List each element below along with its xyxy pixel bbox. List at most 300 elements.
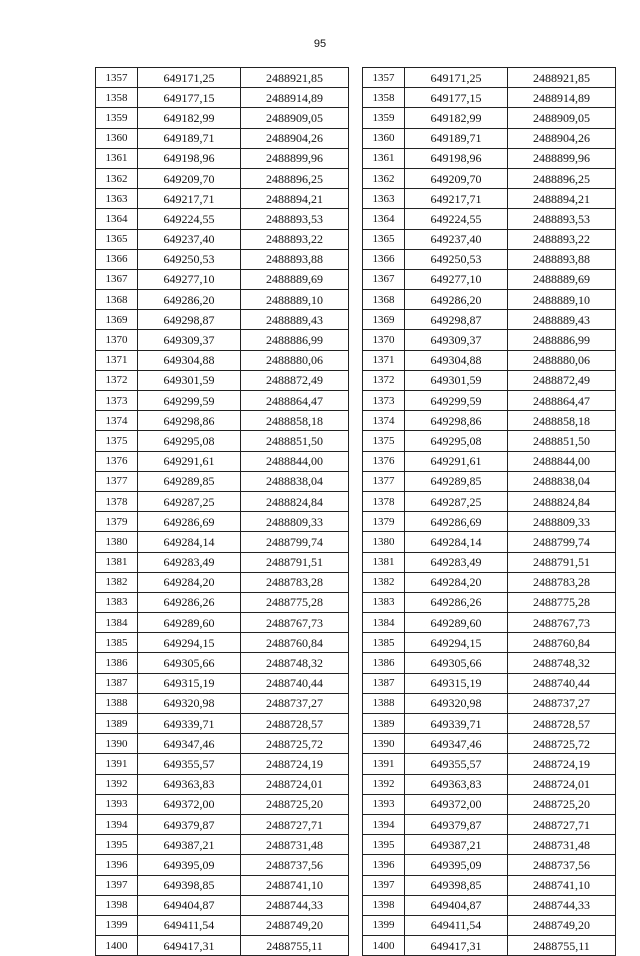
- table-row: [363, 391, 616, 411]
- y-coordinate-cell: 2488731,48: [508, 835, 616, 855]
- y-coordinate-cell: 2488844,00: [508, 451, 616, 471]
- x-coordinate-cell: 649209,70: [138, 168, 241, 188]
- table-row: [96, 714, 349, 734]
- x-coordinate-cell: 649189,71: [405, 128, 508, 148]
- x-coordinate-cell: 649237,40: [138, 229, 241, 249]
- point-id-cell: 1391: [363, 754, 405, 774]
- x-coordinate-cell: 649286,20: [138, 290, 241, 310]
- point-id-cell: 1371: [363, 350, 405, 370]
- table-row: [363, 754, 616, 774]
- table-row: [363, 350, 616, 370]
- x-coordinate-cell: 649291,61: [405, 451, 508, 471]
- table-row: [96, 774, 349, 794]
- table-row: [363, 794, 616, 814]
- x-coordinate-cell: 649209,70: [405, 168, 508, 188]
- table-row: [96, 209, 349, 229]
- y-coordinate-cell: 2488799,74: [241, 532, 349, 552]
- x-coordinate-cell: 649284,20: [405, 572, 508, 592]
- table-row: [96, 653, 349, 673]
- x-coordinate-cell: 649294,15: [138, 633, 241, 653]
- table-row: [363, 269, 616, 289]
- y-coordinate-cell: 2488864,47: [241, 391, 349, 411]
- x-coordinate-cell: 649411,54: [138, 915, 241, 935]
- x-coordinate-cell: 649171,25: [405, 68, 508, 88]
- x-coordinate-cell: 649286,26: [405, 592, 508, 612]
- x-coordinate-cell: 649299,59: [138, 391, 241, 411]
- x-coordinate-cell: 649417,31: [405, 936, 508, 956]
- table-row: [96, 633, 349, 653]
- y-coordinate-cell: 2488851,50: [241, 431, 349, 451]
- point-id-cell: 1383: [96, 592, 138, 612]
- y-coordinate-cell: 2488896,25: [508, 168, 616, 188]
- y-coordinate-cell: 2488872,49: [508, 370, 616, 390]
- y-coordinate-cell: 2488824,84: [508, 491, 616, 511]
- table-row: [363, 613, 616, 633]
- table-row: [363, 290, 616, 310]
- x-coordinate-cell: 649417,31: [138, 936, 241, 956]
- point-id-cell: 1367: [96, 269, 138, 289]
- table-row: [363, 875, 616, 895]
- x-coordinate-cell: 649299,59: [405, 391, 508, 411]
- y-coordinate-cell: 2488740,44: [508, 673, 616, 693]
- point-id-cell: 1387: [96, 673, 138, 693]
- y-coordinate-cell: 2488767,73: [508, 613, 616, 633]
- point-id-cell: 1377: [96, 471, 138, 491]
- point-id-cell: 1380: [363, 532, 405, 552]
- point-id-cell: 1389: [363, 714, 405, 734]
- x-coordinate-cell: 649198,96: [138, 148, 241, 168]
- y-coordinate-cell: 2488893,53: [241, 209, 349, 229]
- coordinates-table-right: [362, 67, 616, 956]
- x-coordinate-cell: 649289,60: [138, 613, 241, 633]
- point-id-cell: 1400: [363, 936, 405, 956]
- point-id-cell: 1397: [363, 875, 405, 895]
- y-coordinate-cell: 2488775,28: [508, 592, 616, 612]
- point-id-cell: 1379: [363, 512, 405, 532]
- point-id-cell: 1394: [96, 814, 138, 834]
- point-id-cell: 1385: [363, 633, 405, 653]
- y-coordinate-cell: 2488748,32: [508, 653, 616, 673]
- table-row: [96, 88, 349, 108]
- point-id-cell: 1373: [96, 391, 138, 411]
- point-id-cell: 1364: [363, 209, 405, 229]
- y-coordinate-cell: 2488740,44: [241, 673, 349, 693]
- table-row: [363, 653, 616, 673]
- point-id-cell: 1374: [96, 411, 138, 431]
- y-coordinate-cell: 2488909,05: [508, 108, 616, 128]
- point-id-cell: 1370: [363, 330, 405, 350]
- x-coordinate-cell: 649404,87: [138, 895, 241, 915]
- point-id-cell: 1375: [96, 431, 138, 451]
- point-id-cell: 1376: [363, 451, 405, 471]
- y-coordinate-cell: 2488731,48: [241, 835, 349, 855]
- table-row: [96, 613, 349, 633]
- table-row: [96, 310, 349, 330]
- point-id-cell: 1357: [363, 68, 405, 88]
- point-id-cell: 1368: [96, 290, 138, 310]
- y-coordinate-cell: 2488728,57: [241, 714, 349, 734]
- table-row: [96, 128, 349, 148]
- y-coordinate-cell: 2488844,00: [241, 451, 349, 471]
- y-coordinate-cell: 2488899,96: [508, 148, 616, 168]
- x-coordinate-cell: 649198,96: [405, 148, 508, 168]
- x-coordinate-cell: 649217,71: [138, 189, 241, 209]
- point-id-cell: 1363: [363, 189, 405, 209]
- y-coordinate-cell: 2488809,33: [508, 512, 616, 532]
- x-coordinate-cell: 649289,85: [138, 471, 241, 491]
- y-coordinate-cell: 2488749,20: [241, 915, 349, 935]
- x-coordinate-cell: 649250,53: [138, 249, 241, 269]
- point-id-cell: 1366: [96, 249, 138, 269]
- point-id-cell: 1384: [96, 613, 138, 633]
- table-row: [96, 431, 349, 451]
- table-row: [96, 411, 349, 431]
- x-coordinate-cell: 649298,87: [138, 310, 241, 330]
- table-row: [96, 532, 349, 552]
- table-row: [363, 693, 616, 713]
- x-coordinate-cell: 649289,60: [405, 613, 508, 633]
- point-id-cell: 1365: [96, 229, 138, 249]
- table-row: [363, 249, 616, 269]
- y-coordinate-cell: 2488725,72: [241, 734, 349, 754]
- y-coordinate-cell: 2488767,73: [241, 613, 349, 633]
- table-row: [96, 229, 349, 249]
- point-id-cell: 1382: [96, 572, 138, 592]
- table-row: [96, 189, 349, 209]
- point-id-cell: 1391: [96, 754, 138, 774]
- table-row: [363, 411, 616, 431]
- x-coordinate-cell: 649305,66: [138, 653, 241, 673]
- y-coordinate-cell: 2488889,10: [508, 290, 616, 310]
- y-coordinate-cell: 2488893,88: [508, 249, 616, 269]
- y-coordinate-cell: 2488893,88: [241, 249, 349, 269]
- x-coordinate-cell: 649250,53: [405, 249, 508, 269]
- point-id-cell: 1363: [96, 189, 138, 209]
- y-coordinate-cell: 2488728,57: [508, 714, 616, 734]
- x-coordinate-cell: 649411,54: [405, 915, 508, 935]
- x-coordinate-cell: 649363,83: [138, 774, 241, 794]
- x-coordinate-cell: 649305,66: [405, 653, 508, 673]
- x-coordinate-cell: 649291,61: [138, 451, 241, 471]
- x-coordinate-cell: 649295,08: [138, 431, 241, 451]
- x-coordinate-cell: 649277,10: [405, 269, 508, 289]
- table-row: [363, 370, 616, 390]
- y-coordinate-cell: 2488858,18: [508, 411, 616, 431]
- x-coordinate-cell: 649315,19: [405, 673, 508, 693]
- point-id-cell: 1364: [96, 209, 138, 229]
- point-id-cell: 1383: [363, 592, 405, 612]
- point-id-cell: 1388: [363, 693, 405, 713]
- x-coordinate-cell: 649295,08: [405, 431, 508, 451]
- y-coordinate-cell: 2488760,84: [241, 633, 349, 653]
- y-coordinate-cell: 2488775,28: [241, 592, 349, 612]
- point-id-cell: 1360: [96, 128, 138, 148]
- point-id-cell: 1369: [96, 310, 138, 330]
- y-coordinate-cell: 2488791,51: [241, 552, 349, 572]
- point-id-cell: 1373: [363, 391, 405, 411]
- x-coordinate-cell: 649309,37: [138, 330, 241, 350]
- point-id-cell: 1357: [96, 68, 138, 88]
- y-coordinate-cell: 2488889,69: [241, 269, 349, 289]
- y-coordinate-cell: 2488737,27: [241, 693, 349, 713]
- table-row: [96, 108, 349, 128]
- x-coordinate-cell: 649298,86: [405, 411, 508, 431]
- y-coordinate-cell: 2488872,49: [241, 370, 349, 390]
- x-coordinate-cell: 649287,25: [138, 491, 241, 511]
- y-coordinate-cell: 2488741,10: [508, 875, 616, 895]
- x-coordinate-cell: 649298,86: [138, 411, 241, 431]
- y-coordinate-cell: 2488824,84: [241, 491, 349, 511]
- table-row: [96, 451, 349, 471]
- page-number: 95: [313, 38, 327, 50]
- table-row: [363, 229, 616, 249]
- table-row: [96, 471, 349, 491]
- x-coordinate-cell: 649404,87: [405, 895, 508, 915]
- y-coordinate-cell: 2488791,51: [508, 552, 616, 572]
- x-coordinate-cell: 649286,69: [138, 512, 241, 532]
- y-coordinate-cell: 2488893,53: [508, 209, 616, 229]
- point-id-cell: 1378: [96, 491, 138, 511]
- x-coordinate-cell: 649304,88: [405, 350, 508, 370]
- y-coordinate-cell: 2488737,56: [241, 855, 349, 875]
- point-id-cell: 1359: [363, 108, 405, 128]
- point-id-cell: 1384: [363, 613, 405, 633]
- y-coordinate-cell: 2488724,19: [241, 754, 349, 774]
- y-coordinate-cell: 2488880,06: [508, 350, 616, 370]
- x-coordinate-cell: 649284,14: [405, 532, 508, 552]
- table-row: [363, 592, 616, 612]
- x-coordinate-cell: 649286,69: [405, 512, 508, 532]
- table-row: [96, 330, 349, 350]
- point-id-cell: 1359: [96, 108, 138, 128]
- table-row: [96, 855, 349, 875]
- point-id-cell: 1396: [363, 855, 405, 875]
- y-coordinate-cell: 2488889,10: [241, 290, 349, 310]
- x-coordinate-cell: 649395,09: [138, 855, 241, 875]
- table-row: [96, 249, 349, 269]
- table-row: [363, 895, 616, 915]
- point-id-cell: 1375: [363, 431, 405, 451]
- y-coordinate-cell: 2488904,26: [508, 128, 616, 148]
- x-coordinate-cell: 649287,25: [405, 491, 508, 511]
- x-coordinate-cell: 649398,85: [405, 875, 508, 895]
- y-coordinate-cell: 2488741,10: [241, 875, 349, 895]
- table-row: [363, 572, 616, 592]
- x-coordinate-cell: 649224,55: [138, 209, 241, 229]
- table-row: [96, 370, 349, 390]
- x-coordinate-cell: 649372,00: [405, 794, 508, 814]
- x-coordinate-cell: 649298,87: [405, 310, 508, 330]
- x-coordinate-cell: 649224,55: [405, 209, 508, 229]
- point-id-cell: 1361: [96, 148, 138, 168]
- table-row: [363, 168, 616, 188]
- x-coordinate-cell: 649339,71: [405, 714, 508, 734]
- point-id-cell: 1378: [363, 491, 405, 511]
- table-row: [363, 915, 616, 935]
- point-id-cell: 1360: [363, 128, 405, 148]
- x-coordinate-cell: 649177,15: [138, 88, 241, 108]
- table-row: [363, 532, 616, 552]
- y-coordinate-cell: 2488893,22: [241, 229, 349, 249]
- y-coordinate-cell: 2488724,19: [508, 754, 616, 774]
- table-row: [96, 734, 349, 754]
- table-row: [363, 734, 616, 754]
- point-id-cell: 1374: [363, 411, 405, 431]
- y-coordinate-cell: 2488904,26: [241, 128, 349, 148]
- x-coordinate-cell: 649286,20: [405, 290, 508, 310]
- y-coordinate-cell: 2488889,43: [241, 310, 349, 330]
- point-id-cell: 1388: [96, 693, 138, 713]
- y-coordinate-cell: 2488909,05: [241, 108, 349, 128]
- point-id-cell: 1382: [363, 572, 405, 592]
- point-id-cell: 1381: [363, 552, 405, 572]
- table-row: [363, 633, 616, 653]
- table-row: [363, 189, 616, 209]
- y-coordinate-cell: 2488799,74: [508, 532, 616, 552]
- table-row: [363, 814, 616, 834]
- table-row: [96, 168, 349, 188]
- y-coordinate-cell: 2488896,25: [241, 168, 349, 188]
- x-coordinate-cell: 649347,46: [138, 734, 241, 754]
- point-id-cell: 1386: [363, 653, 405, 673]
- table-row: [363, 310, 616, 330]
- x-coordinate-cell: 649284,20: [138, 572, 241, 592]
- y-coordinate-cell: 2488851,50: [508, 431, 616, 451]
- x-coordinate-cell: 649289,85: [405, 471, 508, 491]
- y-coordinate-cell: 2488737,27: [508, 693, 616, 713]
- table-row: [96, 512, 349, 532]
- x-coordinate-cell: 649177,15: [405, 88, 508, 108]
- point-id-cell: 1399: [363, 915, 405, 935]
- x-coordinate-cell: 649379,87: [138, 814, 241, 834]
- point-id-cell: 1365: [363, 229, 405, 249]
- y-coordinate-cell: 2488894,21: [508, 189, 616, 209]
- x-coordinate-cell: 649294,15: [405, 633, 508, 653]
- table-row: [96, 350, 349, 370]
- x-coordinate-cell: 649189,71: [138, 128, 241, 148]
- point-id-cell: 1398: [363, 895, 405, 915]
- y-coordinate-cell: 2488838,04: [241, 471, 349, 491]
- table-row: [363, 330, 616, 350]
- y-coordinate-cell: 2488755,11: [241, 936, 349, 956]
- table-row: [363, 714, 616, 734]
- table-row: [96, 290, 349, 310]
- point-id-cell: 1393: [96, 794, 138, 814]
- table-row: [96, 915, 349, 935]
- table-row: [96, 693, 349, 713]
- x-coordinate-cell: 649309,37: [405, 330, 508, 350]
- x-coordinate-cell: 649284,14: [138, 532, 241, 552]
- point-id-cell: 1399: [96, 915, 138, 935]
- x-coordinate-cell: 649286,26: [138, 592, 241, 612]
- point-id-cell: 1371: [96, 350, 138, 370]
- y-coordinate-cell: 2488921,85: [241, 68, 349, 88]
- table-row: [96, 814, 349, 834]
- table-row: [96, 673, 349, 693]
- x-coordinate-cell: 649398,85: [138, 875, 241, 895]
- x-coordinate-cell: 649301,59: [405, 370, 508, 390]
- table-row: [363, 431, 616, 451]
- y-coordinate-cell: 2488893,22: [508, 229, 616, 249]
- x-coordinate-cell: 649339,71: [138, 714, 241, 734]
- table-row: [363, 835, 616, 855]
- point-id-cell: 1395: [96, 835, 138, 855]
- y-coordinate-cell: 2488744,33: [241, 895, 349, 915]
- x-coordinate-cell: 649363,83: [405, 774, 508, 794]
- x-coordinate-cell: 649171,25: [138, 68, 241, 88]
- point-id-cell: 1395: [363, 835, 405, 855]
- table-row: [96, 552, 349, 572]
- point-id-cell: 1394: [363, 814, 405, 834]
- y-coordinate-cell: 2488725,20: [241, 794, 349, 814]
- point-id-cell: 1369: [363, 310, 405, 330]
- point-id-cell: 1366: [363, 249, 405, 269]
- table-row: [363, 88, 616, 108]
- table-row: [96, 936, 349, 956]
- table-row: [96, 148, 349, 168]
- x-coordinate-cell: 649347,46: [405, 734, 508, 754]
- table-row: [363, 552, 616, 572]
- table-row: [363, 128, 616, 148]
- table-row: [96, 269, 349, 289]
- point-id-cell: 1396: [96, 855, 138, 875]
- point-id-cell: 1358: [96, 88, 138, 108]
- table-row: [96, 592, 349, 612]
- y-coordinate-cell: 2488921,85: [508, 68, 616, 88]
- x-coordinate-cell: 649283,49: [138, 552, 241, 572]
- y-coordinate-cell: 2488727,71: [508, 814, 616, 834]
- x-coordinate-cell: 649304,88: [138, 350, 241, 370]
- point-id-cell: 1392: [96, 774, 138, 794]
- coordinates-table-left: [95, 67, 349, 956]
- x-coordinate-cell: 649379,87: [405, 814, 508, 834]
- point-id-cell: 1379: [96, 512, 138, 532]
- table-row: [363, 774, 616, 794]
- y-coordinate-cell: 2488727,71: [241, 814, 349, 834]
- x-coordinate-cell: 649395,09: [405, 855, 508, 875]
- table-row: [96, 895, 349, 915]
- x-coordinate-cell: 649355,57: [138, 754, 241, 774]
- y-coordinate-cell: 2488725,72: [508, 734, 616, 754]
- table-row: [96, 875, 349, 895]
- table-row: [363, 936, 616, 956]
- y-coordinate-cell: 2488748,32: [241, 653, 349, 673]
- table-row: [96, 491, 349, 511]
- point-id-cell: 1398: [96, 895, 138, 915]
- table-row: [96, 68, 349, 88]
- y-coordinate-cell: 2488914,89: [508, 88, 616, 108]
- x-coordinate-cell: 649182,99: [138, 108, 241, 128]
- point-id-cell: 1358: [363, 88, 405, 108]
- x-coordinate-cell: 649277,10: [138, 269, 241, 289]
- y-coordinate-cell: 2488809,33: [241, 512, 349, 532]
- point-id-cell: 1370: [96, 330, 138, 350]
- point-id-cell: 1389: [96, 714, 138, 734]
- x-coordinate-cell: 649315,19: [138, 673, 241, 693]
- y-coordinate-cell: 2488724,01: [508, 774, 616, 794]
- x-coordinate-cell: 649217,71: [405, 189, 508, 209]
- table-row: [363, 491, 616, 511]
- point-id-cell: 1368: [363, 290, 405, 310]
- y-coordinate-cell: 2488838,04: [508, 471, 616, 491]
- point-id-cell: 1390: [96, 734, 138, 754]
- x-coordinate-cell: 649355,57: [405, 754, 508, 774]
- point-id-cell: 1381: [96, 552, 138, 572]
- x-coordinate-cell: 649320,98: [405, 693, 508, 713]
- table-row: [96, 835, 349, 855]
- point-id-cell: 1390: [363, 734, 405, 754]
- x-coordinate-cell: 649301,59: [138, 370, 241, 390]
